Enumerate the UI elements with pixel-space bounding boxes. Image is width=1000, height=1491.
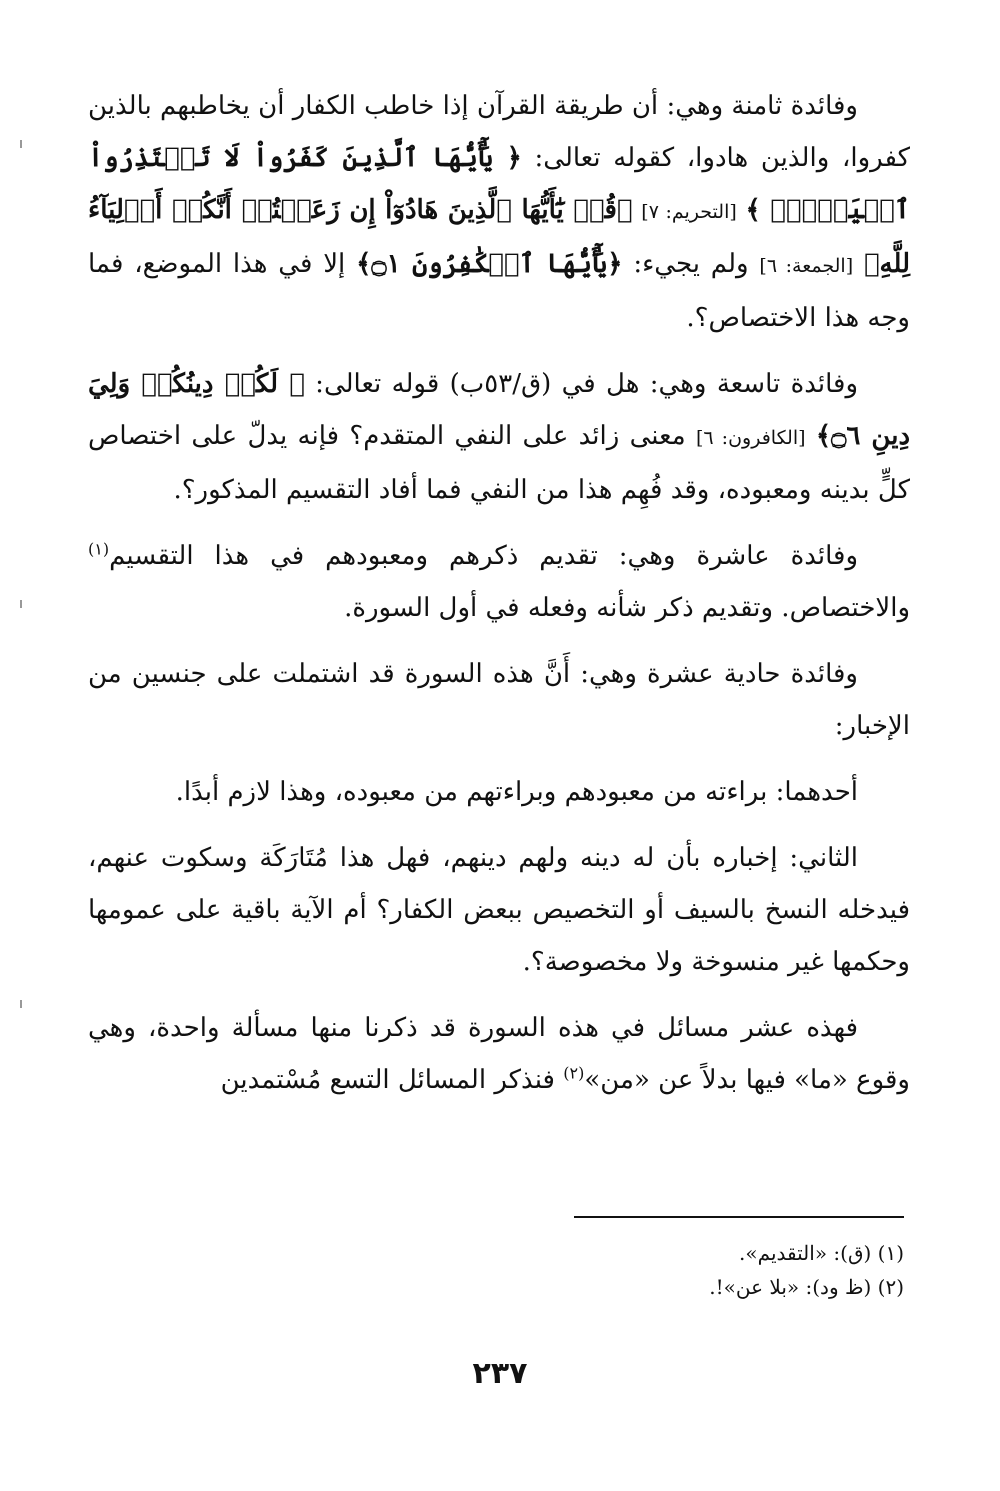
footnote-marker[interactable]: (١) [88,539,110,559]
paragraph-second-kind [88,832,910,988]
paragraph-text: وفائدة عاشرة وهي: تقديم ذكرهم ومعبودهم في هذا التقسيم [109,541,858,571]
quran-verse: ﴿يَٰٓأَيُّهَا ٱلۡكَٰفِرُونَ ۝١﴾ [356,249,623,279]
quran-verse: ﴿ يَٰٓأَيُّهَا ٱلَّذِينَ كَفَرُواْ لَا تَعۡتَذِرُواْ ٱلۡيَوۡمَۖ ﴾ [88,143,910,225]
paragraph-text: فهذه عشر مسائل في هذه السورة قد ذكرنا منها مسألة واحدة، وهي وقوع «ما» فيها بدلاً عن «من» [88,1013,910,1095]
page-number: ٢٣٧ [472,1356,528,1391]
paragraph-ninth-benefit [88,358,910,516]
paragraph-eleventh-benefit [88,648,910,752]
paragraph-text: فنذكر المسائل التسع مُسْتمدين [220,1065,555,1095]
paragraph-eighth-benefit [88,80,910,344]
verse-reference: [التحريم: ٧] [641,201,737,223]
footnote-2: (٢) (ظ ود): «بلا عن»!. [709,1275,904,1299]
quran-verse: ﴿ لَكُمۡ دِينُكُمۡ وَلِيَ دِينِ ۝٦﴾ [88,369,911,451]
paragraph-text: وفائدة ثامنة وهي: أن طريقة القرآن إذا خاطب الكفار أن يخاطبهم بالذين كفروا، والذين هادوا، كقوله تعالى: [88,91,910,173]
footnote-divider [574,1216,904,1218]
scan-margin-mark [20,1000,22,1008]
footnote-1: (١) (ق): «التقديم». [739,1241,904,1265]
paragraph-text: إلا في هذا الموضع، فما وجه هذا الاختصاص؟. [88,249,910,333]
main-text [88,80,910,1120]
verse-reference: [الكافرون: ٦] [695,427,806,449]
footnotes [300,1236,904,1304]
paragraph-text: والاختصاص. وتقديم ذكر شأنه وفعله في أول السورة. [344,593,910,623]
scan-margin-mark [20,600,22,608]
quran-verse: ﴿قُلۡ يَٰٓأَيُّهَا ٱلَّذِينَ هَادُوٓاْ إِن زَعَمۡتُمۡ أَنَّكُمۡ أَوۡلِيَآءُ لِلَّهِ﴾ [88,195,911,279]
paragraph-text: أحدهما: براءته من معبودهم وبراءتهم من معبوده، وهذا لازم أبدًا. [175,777,858,807]
paragraph-text: وفائدة حادية عشرة وهي: أَنَّ هذه السورة قد اشتملت على جنسين من الإخبار: [88,659,910,741]
scan-margin-mark [20,140,22,148]
paragraph-ten-issues [88,1002,910,1106]
footnote-marker[interactable]: (٢) [563,1063,585,1083]
verse-reference: [الجمعة: ٦] [759,255,854,277]
paragraph-text: ولم يجيء: [622,249,749,279]
paragraph-tenth-benefit [88,530,910,634]
paragraph-first-kind [88,766,910,818]
paragraph-text: معنى زائد على النفي المتقدم؟ فإنه يدلّ على اختصاص كلٍّ بدينه ومعبوده، وقد فُهِم هذا من النفي فما أفاد التقسيم المذكور؟. [88,421,910,505]
paragraph-text: الثاني: إخباره بأن له دينه ولهم دينهم، فهل هذا مُتَارَكَة وسكوت عنهم، فيدخله النسخ بالسيف أو التخصيص ببعض الكفار؟ أم الآية باقية على عمومها وحكمها غير منسوخة ولا مخصوصة؟. [88,843,910,977]
paragraph-text: وفائدة تاسعة وهي: هل في (ق/٥٣ب) قوله تعالى: [304,369,859,399]
